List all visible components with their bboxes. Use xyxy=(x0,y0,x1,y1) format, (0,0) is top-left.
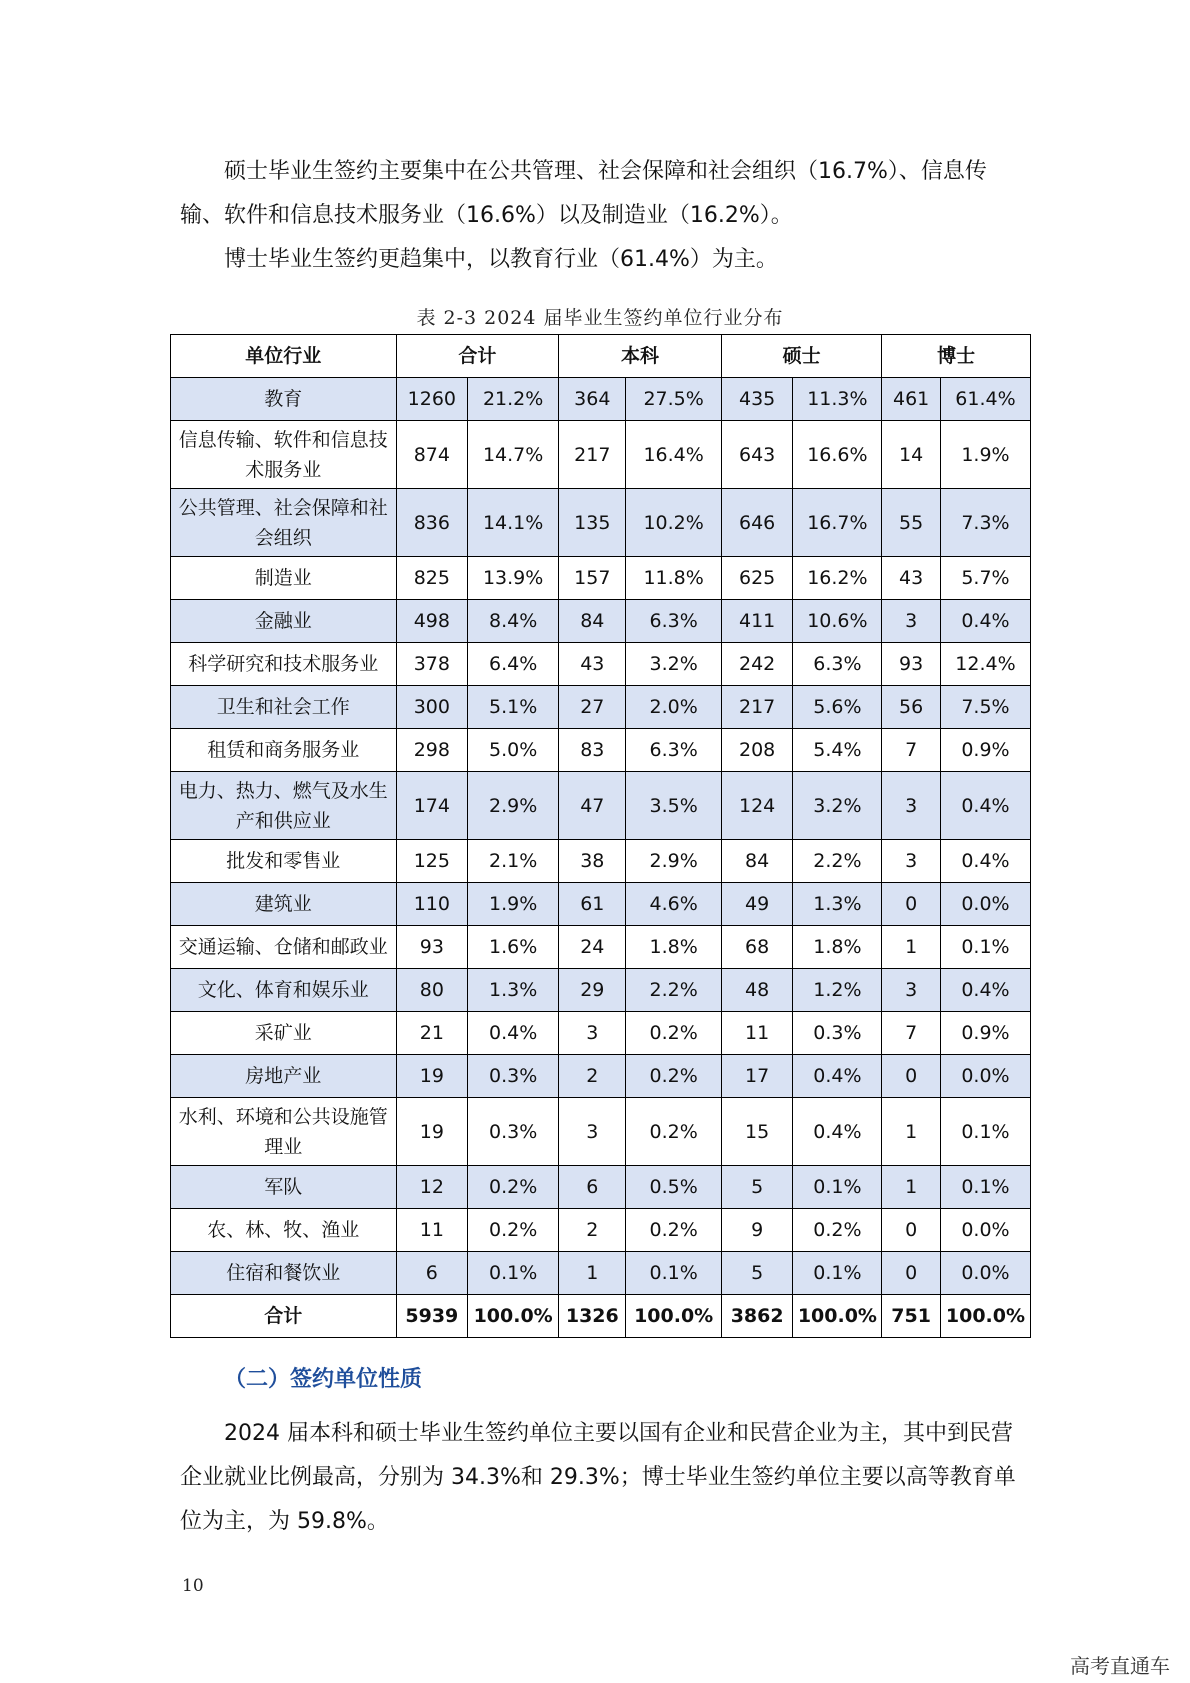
cell-total-pct: 0.4% xyxy=(468,1012,559,1055)
cell-master-count: 84 xyxy=(721,840,793,883)
watermark: 高考直通车 xyxy=(1070,1654,1170,1678)
table-row xyxy=(171,378,1031,421)
cell-doctor-pct: 7.3% xyxy=(940,489,1030,557)
cell-master-pct: 10.6% xyxy=(793,600,882,643)
cell-master-pct: 16.6% xyxy=(793,421,882,489)
cell-master-pct: 1.3% xyxy=(793,883,882,926)
cell-total-pct: 0.1% xyxy=(468,1252,559,1295)
cell-industry: 制造业 xyxy=(171,557,397,600)
cell-doctor-count: 461 xyxy=(882,378,941,421)
cell-industry: 农、林、牧、渔业 xyxy=(171,1209,397,1252)
cell-bachelor-count: 84 xyxy=(559,600,626,643)
cell-doctor-pct: 0.4% xyxy=(940,600,1030,643)
cell-bachelor-count: 43 xyxy=(559,643,626,686)
cell-doctor-count: 0 xyxy=(882,1209,941,1252)
cell-total-pct: 8.4% xyxy=(468,600,559,643)
table-row xyxy=(171,1252,1031,1295)
cell-bachelor-pct: 10.2% xyxy=(626,489,721,557)
cell-master-count: 48 xyxy=(721,969,793,1012)
cell-master-count: 411 xyxy=(721,600,793,643)
cell-master-count: 15 xyxy=(721,1098,793,1166)
cell-industry: 采矿业 xyxy=(171,1012,397,1055)
cell-doctor-count: 3 xyxy=(882,600,941,643)
cell-total-count: 21 xyxy=(396,1012,468,1055)
cell-total-pct: 1.9% xyxy=(468,883,559,926)
header-doctor: 博士 xyxy=(882,335,1031,378)
cell-bachelor-count: 3 xyxy=(559,1098,626,1166)
cell-bachelor-pct: 2.2% xyxy=(626,969,721,1012)
cell-bachelor-pct: 0.2% xyxy=(626,1209,721,1252)
cell-bachelor-count: 61 xyxy=(559,883,626,926)
cell-total-pct: 100.0% xyxy=(468,1295,559,1338)
cell-industry: 电力、热力、燃气及水生产和供应业 xyxy=(171,772,397,840)
cell-doctor-count: 0 xyxy=(882,883,941,926)
cell-total-pct: 6.4% xyxy=(468,643,559,686)
cell-industry: 批发和零售业 xyxy=(171,840,397,883)
cell-doctor-count: 0 xyxy=(882,1252,941,1295)
section-heading: （二）签约单位性质 xyxy=(224,1367,423,1392)
cell-total-pct: 14.7% xyxy=(468,421,559,489)
cell-total-pct: 21.2% xyxy=(468,378,559,421)
cell-doctor-pct: 0.4% xyxy=(940,840,1030,883)
table-caption: 表 2-3 2024 届毕业生签约单位行业分布 xyxy=(416,307,784,329)
cell-master-pct: 0.1% xyxy=(793,1252,882,1295)
cell-doctor-pct: 0.9% xyxy=(940,1012,1030,1055)
cell-total-count: 93 xyxy=(396,926,468,969)
table-row xyxy=(171,1055,1031,1098)
cell-master-count: 49 xyxy=(721,883,793,926)
cell-bachelor-pct: 27.5% xyxy=(626,378,721,421)
cell-total-pct: 13.9% xyxy=(468,557,559,600)
cell-bachelor-count: 1326 xyxy=(559,1295,626,1338)
cell-industry: 信息传输、软件和信息技术服务业 xyxy=(171,421,397,489)
cell-master-count: 208 xyxy=(721,729,793,772)
paragraph-masters-industries: 硕士毕业生签约主要集中在公共管理、社会保障和社会组织（16.7%）、信息传输、软件和信息技术服务业（16.6%）以及制造业（16.2%）。 xyxy=(180,159,987,228)
cell-master-count: 68 xyxy=(721,926,793,969)
cell-doctor-pct: 0.9% xyxy=(940,729,1030,772)
cell-total-pct: 1.6% xyxy=(468,926,559,969)
cell-doctor-count: 55 xyxy=(882,489,941,557)
cell-total-pct: 0.2% xyxy=(468,1209,559,1252)
cell-doctor-count: 3 xyxy=(882,840,941,883)
cell-total-count: 6 xyxy=(396,1252,468,1295)
header-industry: 单位行业 xyxy=(171,335,397,378)
cell-total-count: 825 xyxy=(396,557,468,600)
cell-doctor-count: 93 xyxy=(882,643,941,686)
cell-total-count: 174 xyxy=(396,772,468,840)
cell-bachelor-pct: 4.6% xyxy=(626,883,721,926)
cell-master-pct: 1.2% xyxy=(793,969,882,1012)
cell-bachelor-pct: 0.2% xyxy=(626,1098,721,1166)
cell-bachelor-count: 29 xyxy=(559,969,626,1012)
cell-doctor-pct: 0.0% xyxy=(940,1055,1030,1098)
cell-doctor-pct: 0.1% xyxy=(940,1098,1030,1166)
header-master: 硕士 xyxy=(721,335,882,378)
cell-bachelor-count: 157 xyxy=(559,557,626,600)
cell-industry: 科学研究和技术服务业 xyxy=(171,643,397,686)
cell-master-count: 217 xyxy=(721,686,793,729)
cell-doctor-pct: 0.4% xyxy=(940,969,1030,1012)
cell-bachelor-count: 24 xyxy=(559,926,626,969)
cell-doctor-pct: 0.0% xyxy=(940,1252,1030,1295)
cell-total-count: 874 xyxy=(396,421,468,489)
cell-bachelor-count: 217 xyxy=(559,421,626,489)
cell-doctor-pct: 100.0% xyxy=(940,1295,1030,1338)
cell-master-pct: 0.3% xyxy=(793,1012,882,1055)
paragraph-phd-industries: 博士毕业生签约更趋集中，以教育行业（61.4%）为主。 xyxy=(224,247,778,272)
cell-doctor-pct: 0.4% xyxy=(940,772,1030,840)
cell-bachelor-pct: 6.3% xyxy=(626,600,721,643)
cell-master-pct: 16.2% xyxy=(793,557,882,600)
cell-total-count: 498 xyxy=(396,600,468,643)
cell-doctor-pct: 12.4% xyxy=(940,643,1030,686)
cell-bachelor-pct: 16.4% xyxy=(626,421,721,489)
cell-total-count: 12 xyxy=(396,1166,468,1209)
cell-total-pct: 2.1% xyxy=(468,840,559,883)
cell-total-count: 5939 xyxy=(396,1295,468,1338)
cell-doctor-pct: 61.4% xyxy=(940,378,1030,421)
cell-bachelor-pct: 3.5% xyxy=(626,772,721,840)
cell-master-pct: 5.4% xyxy=(793,729,882,772)
cell-total-count: 378 xyxy=(396,643,468,686)
cell-bachelor-pct: 3.2% xyxy=(626,643,721,686)
cell-master-pct: 0.4% xyxy=(793,1098,882,1166)
cell-doctor-count: 14 xyxy=(882,421,941,489)
table-row xyxy=(171,557,1031,600)
cell-industry: 交通运输、仓储和邮政业 xyxy=(171,926,397,969)
cell-bachelor-pct: 2.9% xyxy=(626,840,721,883)
table-total-row xyxy=(171,1295,1031,1338)
cell-bachelor-count: 2 xyxy=(559,1209,626,1252)
cell-master-pct: 6.3% xyxy=(793,643,882,686)
cell-total-count: 125 xyxy=(396,840,468,883)
cell-total-pct: 14.1% xyxy=(468,489,559,557)
cell-total-count: 11 xyxy=(396,1209,468,1252)
table-row xyxy=(171,686,1031,729)
cell-industry: 卫生和社会工作 xyxy=(171,686,397,729)
cell-master-pct: 100.0% xyxy=(793,1295,882,1338)
cell-doctor-count: 3 xyxy=(882,772,941,840)
cell-doctor-pct: 7.5% xyxy=(940,686,1030,729)
cell-master-pct: 0.2% xyxy=(793,1209,882,1252)
table-row xyxy=(171,969,1031,1012)
cell-master-pct: 16.7% xyxy=(793,489,882,557)
cell-industry: 合计 xyxy=(171,1295,397,1338)
cell-master-count: 11 xyxy=(721,1012,793,1055)
cell-doctor-count: 56 xyxy=(882,686,941,729)
cell-bachelor-count: 3 xyxy=(559,1012,626,1055)
cell-master-pct: 2.2% xyxy=(793,840,882,883)
cell-doctor-count: 1 xyxy=(882,1098,941,1166)
table-row xyxy=(171,772,1031,840)
cell-bachelor-count: 135 xyxy=(559,489,626,557)
cell-industry: 文化、体育和娱乐业 xyxy=(171,969,397,1012)
cell-master-count: 646 xyxy=(721,489,793,557)
cell-total-count: 300 xyxy=(396,686,468,729)
cell-doctor-count: 7 xyxy=(882,1012,941,1055)
table-row xyxy=(171,421,1031,489)
cell-doctor-pct: 5.7% xyxy=(940,557,1030,600)
cell-doctor-pct: 0.0% xyxy=(940,883,1030,926)
cell-master-count: 435 xyxy=(721,378,793,421)
table-row xyxy=(171,1166,1031,1209)
cell-doctor-pct: 0.0% xyxy=(940,1209,1030,1252)
cell-doctor-pct: 0.1% xyxy=(940,926,1030,969)
table-row xyxy=(171,1209,1031,1252)
cell-master-count: 625 xyxy=(721,557,793,600)
table-row xyxy=(171,729,1031,772)
cell-total-count: 19 xyxy=(396,1098,468,1166)
cell-bachelor-pct: 0.1% xyxy=(626,1252,721,1295)
cell-industry: 公共管理、社会保障和社会组织 xyxy=(171,489,397,557)
header-bachelor: 本科 xyxy=(559,335,722,378)
cell-doctor-pct: 1.9% xyxy=(940,421,1030,489)
table-row xyxy=(171,883,1031,926)
header-total: 合计 xyxy=(396,335,559,378)
cell-doctor-count: 43 xyxy=(882,557,941,600)
cell-industry: 租赁和商务服务业 xyxy=(171,729,397,772)
cell-total-count: 836 xyxy=(396,489,468,557)
cell-total-count: 1260 xyxy=(396,378,468,421)
cell-total-pct: 0.3% xyxy=(468,1055,559,1098)
cell-bachelor-count: 47 xyxy=(559,772,626,840)
cell-master-count: 17 xyxy=(721,1055,793,1098)
cell-master-count: 5 xyxy=(721,1252,793,1295)
cell-bachelor-pct: 11.8% xyxy=(626,557,721,600)
table-row xyxy=(171,840,1031,883)
cell-industry: 住宿和餐饮业 xyxy=(171,1252,397,1295)
cell-bachelor-count: 364 xyxy=(559,378,626,421)
cell-bachelor-pct: 6.3% xyxy=(626,729,721,772)
cell-bachelor-pct: 1.8% xyxy=(626,926,721,969)
table-row xyxy=(171,1098,1031,1166)
cell-total-count: 110 xyxy=(396,883,468,926)
cell-master-pct: 1.8% xyxy=(793,926,882,969)
table-row xyxy=(171,489,1031,557)
cell-doctor-count: 1 xyxy=(882,926,941,969)
table-row xyxy=(171,643,1031,686)
cell-master-count: 5 xyxy=(721,1166,793,1209)
cell-master-count: 124 xyxy=(721,772,793,840)
cell-bachelor-pct: 0.2% xyxy=(626,1012,721,1055)
cell-bachelor-pct: 100.0% xyxy=(626,1295,721,1338)
cell-industry: 水利、环境和公共设施管理业 xyxy=(171,1098,397,1166)
cell-bachelor-pct: 2.0% xyxy=(626,686,721,729)
cell-total-count: 19 xyxy=(396,1055,468,1098)
cell-industry: 房地产业 xyxy=(171,1055,397,1098)
cell-total-pct: 5.1% xyxy=(468,686,559,729)
cell-total-pct: 5.0% xyxy=(468,729,559,772)
cell-total-pct: 0.3% xyxy=(468,1098,559,1166)
cell-total-pct: 2.9% xyxy=(468,772,559,840)
cell-bachelor-count: 6 xyxy=(559,1166,626,1209)
cell-master-count: 643 xyxy=(721,421,793,489)
cell-master-pct: 5.6% xyxy=(793,686,882,729)
cell-master-pct: 11.3% xyxy=(793,378,882,421)
cell-total-pct: 1.3% xyxy=(468,969,559,1012)
table-header-row xyxy=(171,335,1031,378)
cell-master-count: 9 xyxy=(721,1209,793,1252)
table-row xyxy=(171,600,1031,643)
cell-bachelor-count: 2 xyxy=(559,1055,626,1098)
cell-master-pct: 0.1% xyxy=(793,1166,882,1209)
cell-master-count: 3862 xyxy=(721,1295,793,1338)
cell-bachelor-pct: 0.2% xyxy=(626,1055,721,1098)
cell-master-count: 242 xyxy=(721,643,793,686)
cell-doctor-count: 751 xyxy=(882,1295,941,1338)
cell-industry: 教育 xyxy=(171,378,397,421)
cell-industry: 金融业 xyxy=(171,600,397,643)
cell-master-pct: 0.4% xyxy=(793,1055,882,1098)
cell-bachelor-count: 83 xyxy=(559,729,626,772)
cell-doctor-count: 7 xyxy=(882,729,941,772)
table-row xyxy=(171,1012,1031,1055)
cell-industry: 建筑业 xyxy=(171,883,397,926)
cell-doctor-count: 0 xyxy=(882,1055,941,1098)
cell-bachelor-count: 1 xyxy=(559,1252,626,1295)
cell-master-pct: 3.2% xyxy=(793,772,882,840)
cell-bachelor-count: 38 xyxy=(559,840,626,883)
cell-total-pct: 0.2% xyxy=(468,1166,559,1209)
cell-total-count: 80 xyxy=(396,969,468,1012)
cell-doctor-count: 1 xyxy=(882,1166,941,1209)
table-row xyxy=(171,926,1031,969)
industry-distribution-table xyxy=(170,334,1031,1338)
cell-bachelor-pct: 0.5% xyxy=(626,1166,721,1209)
paragraph-employer-nature: 2024 届本科和硕士毕业生签约单位主要以国有企业和民营企业为主，其中到民营企业就业比例最高，分别为 34.3%和 29.3%；博士毕业生签约单位主要以高等教育单位为主，为 59.8%。 xyxy=(180,1421,1016,1534)
cell-total-count: 298 xyxy=(396,729,468,772)
cell-bachelor-count: 27 xyxy=(559,686,626,729)
page-number: 10 xyxy=(182,1576,204,1596)
cell-doctor-count: 3 xyxy=(882,969,941,1012)
cell-industry: 军队 xyxy=(171,1166,397,1209)
cell-doctor-pct: 0.1% xyxy=(940,1166,1030,1209)
